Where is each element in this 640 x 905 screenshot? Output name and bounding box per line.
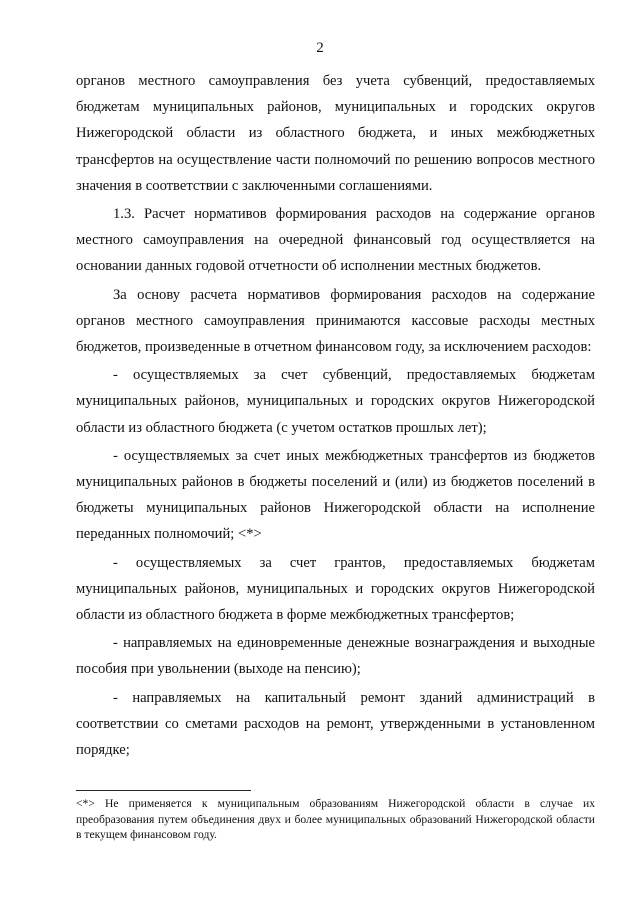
page-number: 2 <box>316 40 324 56</box>
paragraph-section-1-3: 1.3. Расчет нормативов формирования расходов на содержание органов местного самоуправления на очередной финансовый год осуществляется на основании данных годовой отчетности об исполнении местных бюджетов. <box>76 206 595 275</box>
list-item-severance-payments: - направляемых на единовременные денежные вознаграждения и выходные пособия при увольнении (выходе на пенсию); <box>76 635 595 678</box>
list-item-capital-repair: - направляемых на капитальный ремонт зданий администраций в соответствии со сметами расходов на ремонт, утвержденными в установленном порядке; <box>76 689 595 759</box>
list-item-subventions: - осуществляемых за счет субвенций, предоставляемых бюджетам муниципальных районов, муниципальных и городских округов Нижегородской области из областного бюджета (с учетом остатков прошлых лет); <box>76 367 595 436</box>
paragraph-continuation: органов местного самоуправления без учета субвенций, предоставляемых бюджетам муниципальных районов, муниципальных и городских округов Нижегородской области из областного бюджета, и иных межбюджетных трансфертов на осуществление части полномочий по решению вопросов местного значения в соответствии с заключенными соглашениями. <box>76 73 595 194</box>
paragraph-calculation-basis: За основу расчета нормативов формирования расходов на содержание органов местного самоуправления принимаются кассовые расходы местных бюджетов, произведенные в отчетном финансовом году, за исключением расходов: <box>76 286 595 356</box>
list-item-grants: - осуществляемых за счет грантов, предоставляемых бюджетам муниципальных районов, муниципальных и городских округов Нижегородской области из областного бюджета в форме межбюджетных трансфертов; <box>76 554 595 624</box>
footnote-divider <box>76 790 251 791</box>
footnote: <*> Не применяется к муниципальным образованиям Нижегородской области в случае их преобразования путем объединения двух и более муниципальных образований Нижегородской области в текущем финансовом году. <box>76 797 595 842</box>
document-body <box>76 68 595 763</box>
list-item-interbudget-transfers: - осуществляемых за счет иных межбюджетных трансфертов из бюджетов муниципальных районов в бюджеты поселений и (или) из бюджетов поселений в бюджеты муниципальных районов Нижегородской области на исполнение переданных полномочий; <*> <box>76 447 595 543</box>
